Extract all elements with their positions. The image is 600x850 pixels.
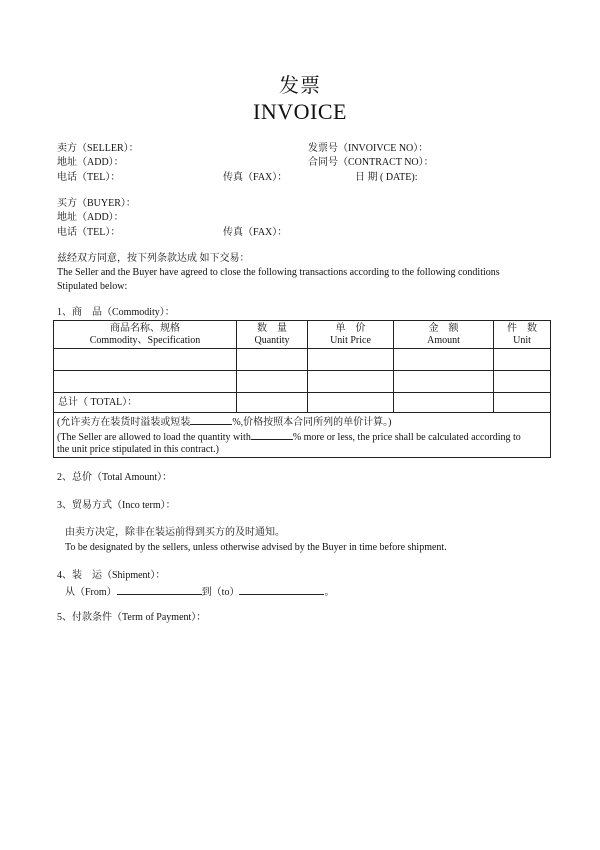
column-header-en: Commodity、Specification <box>89 334 201 346</box>
note-en-part2: % more or less, the price shall be calculated according to <box>292 432 521 443</box>
agreement-text-cn: 兹经双方同意，按下列条款达成 如下交易： <box>57 253 250 264</box>
column-header-cn: 单 价 <box>335 322 366 334</box>
shipment-route <box>65 584 334 599</box>
invoice-number-label: 发票号（INVOIVCE NO）： <box>308 143 429 154</box>
column-header-unit <box>494 321 551 349</box>
seller-address-label: 地址（ADD）： <box>57 157 124 168</box>
column-header-en: Unit Price <box>330 334 371 346</box>
commodity-table <box>53 320 551 458</box>
table-cell <box>494 349 551 371</box>
buyer-fax-label: 传真（FAX）： <box>223 227 288 238</box>
commodity-table-header-row <box>54 321 551 349</box>
contract-number-label: 合同号（CONTRACT NO）： <box>308 157 434 168</box>
table-cell <box>494 393 551 413</box>
agreement-text-en-line1: The Seller and the Buyer have agreed to close the following transactions according to the following conditions <box>57 267 500 278</box>
column-header-cn: 金 额 <box>428 322 459 334</box>
table-row <box>54 349 551 371</box>
table-cell <box>54 371 237 393</box>
table-cell <box>237 349 308 371</box>
quantity-tolerance-note-row <box>54 413 551 458</box>
note-cn-part1: (允许卖方在装货时溢装或短装 <box>57 417 191 428</box>
table-row <box>54 371 551 393</box>
title-chinese: 发票 <box>279 75 321 97</box>
shipment-to-blank[interactable] <box>239 584 324 595</box>
shipment-from-label: 从（From） <box>65 587 117 598</box>
inco-term-text-cn: 由卖方决定，除非在装运前得到买方的及时通知。 <box>65 527 285 538</box>
seller-tel-label: 电话（TEL）： <box>57 172 121 183</box>
table-cell <box>394 393 494 413</box>
column-header-commodity <box>54 321 237 349</box>
seller-fax-label: 传真（FAX）： <box>223 172 288 183</box>
total-row <box>54 393 551 413</box>
table-cell <box>237 393 308 413</box>
total-label: 总计（ TOTAL）： <box>54 393 237 413</box>
total-amount-label: 2、总价（Total Amount）： <box>57 472 173 483</box>
column-header-unit-price <box>308 321 394 349</box>
table-cell <box>494 371 551 393</box>
quantity-tolerance-note <box>54 413 551 458</box>
table-cell <box>54 349 237 371</box>
shipment-label: 4、装 运（Shipment）： <box>57 570 166 581</box>
buyer-tel-label: 电话（TEL）： <box>57 227 121 238</box>
inco-term-label: 3、贸易方式（Inco term）： <box>57 500 176 511</box>
table-cell <box>308 393 394 413</box>
title-english: INVOICE <box>253 99 347 124</box>
note-en-line2: the unit price stipulated in this contract.) <box>57 444 219 455</box>
column-header-cn: 商品名称、规格 <box>110 322 180 334</box>
seller-label: 卖方（SELLER）： <box>57 143 139 154</box>
tolerance-blank-cn[interactable] <box>190 414 232 425</box>
shipment-end-mark: 。 <box>324 587 335 598</box>
buyer-address-label: 地址（ADD）： <box>57 212 124 223</box>
date-label: 日 期 ( DATE): <box>355 172 418 183</box>
commodity-section-label: 1、商 品（Commodity）： <box>57 307 175 318</box>
column-header-amount <box>394 321 494 349</box>
note-en-part1: (The Seller are allowed to load the quantity with <box>57 432 251 443</box>
column-header-en: Amount <box>427 334 460 346</box>
note-cn-part2: %,价格按照本合同所列的单价计算。) <box>232 417 392 428</box>
column-header-quantity <box>237 321 308 349</box>
tolerance-blank-en[interactable] <box>251 429 293 440</box>
agreement-text-en-line2: Stipulated below: <box>57 281 128 292</box>
table-cell <box>394 349 494 371</box>
column-header-cn: 件 数 <box>507 322 537 334</box>
table-cell <box>237 371 308 393</box>
shipment-from-blank[interactable] <box>117 584 202 595</box>
table-cell <box>308 349 394 371</box>
table-cell <box>394 371 494 393</box>
shipment-to-label: 到（to） <box>201 587 240 598</box>
column-header-en: Unit <box>513 334 531 346</box>
payment-terms-label: 5、付款条件（Term of Payment）： <box>57 612 207 623</box>
column-header-cn: 数 量 <box>257 322 287 334</box>
table-cell <box>308 371 394 393</box>
buyer-label: 买方（BUYER）： <box>57 198 136 209</box>
inco-term-text-en: To be designated by the sellers, unless otherwise advised by the Buyer in time before shipment. <box>65 542 447 553</box>
column-header-en: Quantity <box>254 334 290 346</box>
